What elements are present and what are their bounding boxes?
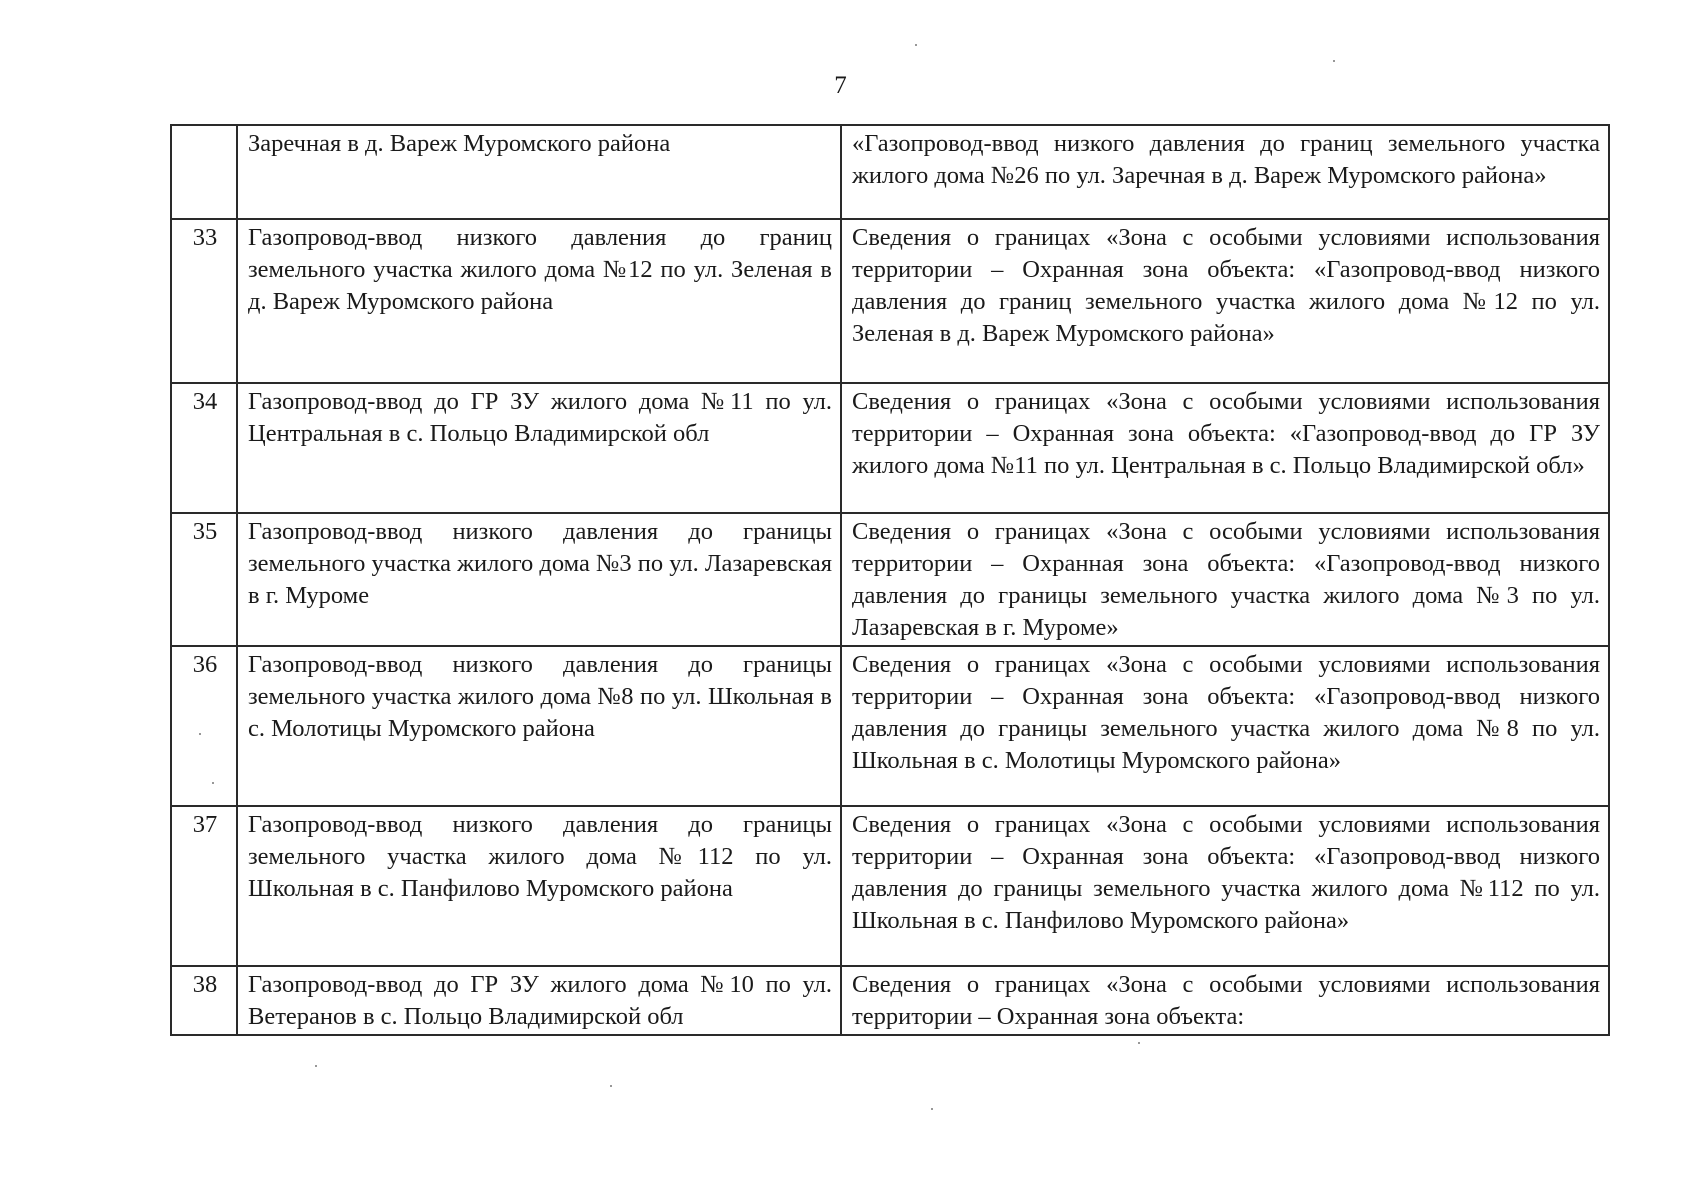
row-number: 33 xyxy=(171,219,237,383)
table-row xyxy=(171,966,1609,1035)
scan-speck xyxy=(1333,60,1335,62)
zone-info: Сведения о границах «Зона с особыми условиями использования территории – Охранная зона объекта: «Газопровод-ввод низкого давления до границы земельного участка жилого дома №112 по ул. Школьная в с. Панфилово Муромского района» xyxy=(841,806,1609,966)
row-number: 36 xyxy=(171,646,237,806)
table-row xyxy=(171,125,1609,219)
zone-info: Сведения о границах «Зона с особыми условиями использования территории – Охранная зона объекта: «Газопровод-ввод до ГР ЗУ жилого дома №11 по ул. Центральная в с. Польцо Владимирской обл» xyxy=(841,383,1609,513)
scan-speck xyxy=(199,733,201,735)
table-row xyxy=(171,513,1609,646)
scan-speck xyxy=(315,1065,317,1067)
zone-info: «Газопровод-ввод низкого давления до границ земельного участка жилого дома №26 по ул. Заречная в д. Вареж Муромского района» xyxy=(841,125,1609,219)
page-number: 7 xyxy=(834,72,847,99)
zone-info: Сведения о границах «Зона с особыми условиями использования территории – Охранная зона объекта: xyxy=(841,966,1609,1035)
object-name: Заречная в д. Вареж Муромского района xyxy=(237,125,841,219)
row-number: 38 xyxy=(171,966,237,1035)
table-row xyxy=(171,219,1609,383)
scan-speck xyxy=(610,1085,612,1087)
row-number: 37 xyxy=(171,806,237,966)
scan-speck xyxy=(1138,1042,1140,1044)
table-row xyxy=(171,383,1609,513)
object-name: Газопровод-ввод до ГР ЗУ жилого дома №11 по ул. Центральная в с. Польцо Владимирской обл xyxy=(237,383,841,513)
table-row xyxy=(171,646,1609,806)
object-name: Газопровод-ввод низкого давления до границ земельного участка жилого дома №12 по ул. Зеленая в д. Вареж Муромского района xyxy=(237,219,841,383)
scan-speck xyxy=(212,782,214,784)
object-name: Газопровод-ввод низкого давления до границы земельного участка жилого дома №112 по ул. Школьная в с. Панфилово Муромского района xyxy=(237,806,841,966)
row-number: 35 xyxy=(171,513,237,646)
zone-info: Сведения о границах «Зона с особыми условиями использования территории – Охранная зона объекта: «Газопровод-ввод низкого давления до границы земельного участка жилого дома №3 по ул. Лазаревская в г. Муроме» xyxy=(841,513,1609,646)
object-name: Газопровод-ввод низкого давления до границы земельного участка жилого дома №3 по ул. Лазаревская в г. Муроме xyxy=(237,513,841,646)
zones-table xyxy=(170,124,1610,1036)
table-row xyxy=(171,806,1609,966)
row-number xyxy=(171,125,237,219)
row-number: 34 xyxy=(171,383,237,513)
object-name: Газопровод-ввод низкого давления до границы земельного участка жилого дома №8 по ул. Школьная в с. Молотицы Муромского района xyxy=(237,646,841,806)
zone-info: Сведения о границах «Зона с особыми условиями использования территории – Охранная зона объекта: «Газопровод-ввод низкого давления до границы земельного участка жилого дома №8 по ул. Школьная в с. Молотицы Муромского района» xyxy=(841,646,1609,806)
object-name: Газопровод-ввод до ГР ЗУ жилого дома №10 по ул. Ветеранов в с. Польцо Владимирской обл xyxy=(237,966,841,1035)
zone-info: Сведения о границах «Зона с особыми условиями использования территории – Охранная зона объекта: «Газопровод-ввод низкого давления до границ земельного участка жилого дома №12 по ул. Зеленая в д. Вареж Муромского района» xyxy=(841,219,1609,383)
scan-speck xyxy=(915,44,917,46)
scan-speck xyxy=(931,1108,933,1110)
